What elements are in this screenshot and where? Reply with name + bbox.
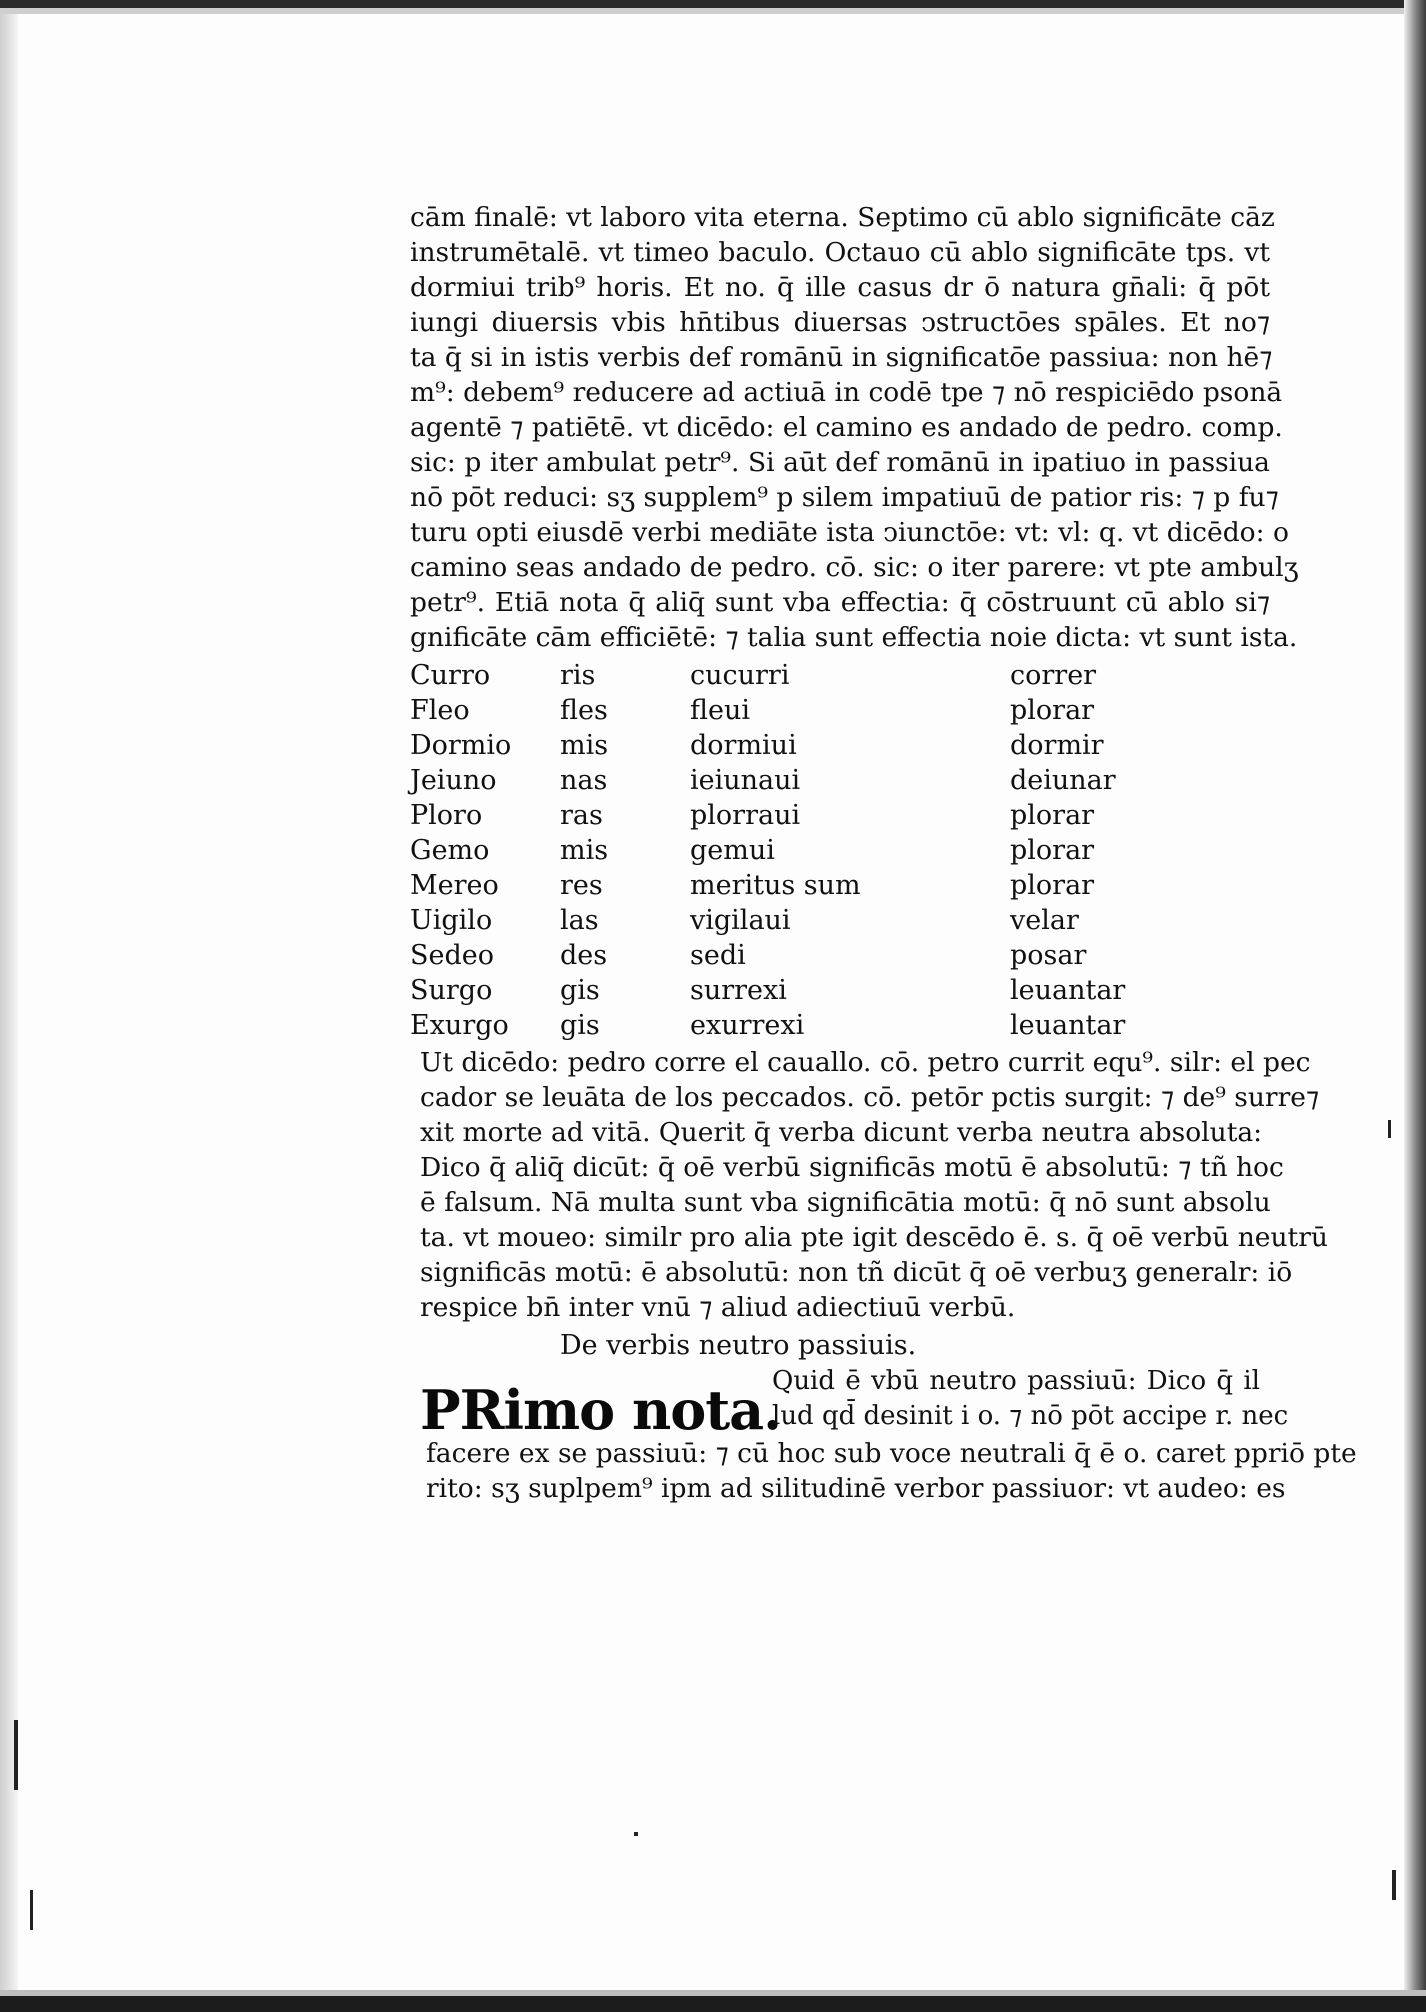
verb-perfect: fleui — [690, 695, 751, 726]
text-line: ē falsum. Nā multa sunt vba significātia motū: q̄ nō sunt absolu — [420, 1187, 1271, 1218]
verb-translation: velar — [1010, 905, 1079, 936]
verb-row — [410, 973, 1170, 1008]
scan-speck — [30, 1890, 33, 1930]
verb-row — [410, 938, 1170, 973]
text-line: significās motū: ē absolutū: non tñ dicūt q̄ oē verbuʒ generalr: iō — [420, 1257, 1293, 1288]
verb-translation: dormir — [1010, 730, 1104, 761]
paragraph-3 — [426, 1435, 1357, 1505]
text-line: gnificāte cām efficiētē: ⁊ talia sunt effectia noie dicta: vt sunt ista. — [410, 622, 1298, 653]
verb-lemma: Exurgo — [410, 1010, 509, 1041]
text-line: agentē ⁊ patiētē. vt dicēdo: el camino es andado de pedro. comp. — [410, 412, 1283, 443]
verb-perfect: sedi — [690, 940, 746, 971]
paragraph-2 — [420, 1045, 1328, 1325]
text-line: cām finalē: vt laboro vita eterna. Septimo cū ablo significāte cāz — [410, 202, 1275, 233]
scan-speck — [634, 1832, 638, 1836]
section-heading: De verbis neutro passiuis. — [560, 1330, 917, 1361]
verb-translation: leuantar — [1010, 975, 1126, 1006]
text-line: ta q̄ si in istis verbis def romānū in significatōe passiua: non hē⁊ — [410, 342, 1273, 373]
verb-lemma: Jeiuno — [410, 765, 497, 796]
verb-lemma: Dormio — [410, 730, 512, 761]
verb-row — [410, 903, 1170, 938]
page-edge-top — [0, 0, 1426, 8]
text-line: xit morte ad vitā. Querit q̄ verba dicunt verba neutra absoluta: — [420, 1117, 1263, 1148]
verb-translation: plorar — [1010, 870, 1095, 901]
text-line: nō pōt reduci: sʒ supplem⁹ p silem impatiuū de patior ris: ⁊ p fu⁊ — [410, 482, 1279, 513]
text-line: lud qd̄ desinit i o. ⁊ nō pōt accipe r. nec — [772, 1401, 1289, 1431]
verb-translation: deiunar — [1010, 765, 1116, 796]
text-line: rito: sʒ suplpem⁹ ipm ad silitudinē verbor passiuor: vt audeo: es — [426, 1473, 1286, 1504]
verb-perfect: ieiunaui — [690, 765, 801, 796]
verb-ending: gis — [560, 975, 600, 1006]
verb-row — [410, 728, 1170, 763]
page-edge-top-shadow — [0, 8, 1426, 14]
verb-row — [410, 763, 1170, 798]
verb-perfect: gemui — [690, 835, 775, 866]
text-line: m⁹: debem⁹ reducere ad actiuā in codē tpe ⁊ nō respiciēdo psonā — [410, 377, 1283, 408]
verb-ending: fles — [560, 695, 608, 726]
verb-row — [410, 798, 1170, 833]
text-line: Ut dicēdo: pedro corre el cauallo. cō. petro currit equ⁹. silr: el pec — [420, 1047, 1311, 1078]
verb-lemma: Ploro — [410, 800, 483, 831]
verb-translation: correr — [1010, 660, 1097, 691]
verb-ending: mis — [560, 730, 609, 761]
verb-ending: ras — [560, 800, 603, 831]
verb-ending: las — [560, 905, 599, 936]
scan-speck — [1388, 1120, 1391, 1138]
verb-lemma: Fleo — [410, 695, 470, 726]
verb-translation: plorar — [1010, 835, 1095, 866]
verb-row — [410, 868, 1170, 903]
text-line: petr⁹. Etiā nota q̄ aliq̄ sunt vba effectia: q̄ cōstruunt cū ablo si⁊ — [410, 587, 1270, 618]
verb-perfect: surrexi — [690, 975, 787, 1006]
text-line: camino seas andado de pedro. cō. sic: o iter parere: vt pte ambulʒ — [410, 552, 1299, 583]
page-edge-bottom — [0, 1996, 1426, 2012]
text-line: turu opti eiusdē verbi mediāte ista ↄiunctōe: vt: vl: q. vt dicēdo: o — [410, 517, 1289, 548]
verb-lemma: Mereo — [410, 870, 499, 901]
verb-perfect: exurrexi — [690, 1010, 805, 1041]
verb-translation: posar — [1010, 940, 1087, 971]
text-line: cador se leuāta de los peccados. cō. petōr pctis surgit: ⁊ de⁹ surre⁊ — [420, 1082, 1320, 1113]
text-line: Quid ē vbū neutro passiuū: Dico q̄ il — [772, 1366, 1260, 1396]
text-line: facere ex se passiuū: ⁊ cū hoc sub voce neutrali q̄ ē o. caret ppriō pte — [426, 1438, 1357, 1469]
verb-lemma: Gemo — [410, 835, 490, 866]
verb-perfect: cucurri — [690, 660, 790, 691]
text-line: dormiui trib⁹ horis. Et no. q̄ ille casus dr ō natura gn̄ali: q̄ pōt — [410, 272, 1270, 303]
verb-translation: plorar — [1010, 695, 1095, 726]
scan-speck — [1392, 1870, 1396, 1900]
text-line: Dico q̄ aliq̄ dicūt: q̄ oē verbū significās motū ē absolutū: ⁊ tñ hoc — [420, 1152, 1284, 1183]
verb-ending: nas — [560, 765, 608, 796]
text-line: ta. vt moueo: similr pro alia pte igit descēdo ē. s. q̄ oē verbū neutrū — [420, 1222, 1328, 1253]
verb-ending: mis — [560, 835, 609, 866]
verb-perfect: dormiui — [690, 730, 797, 761]
verb-table — [410, 658, 1170, 1043]
verb-row — [410, 833, 1170, 868]
verb-perfect: meritus sum — [690, 870, 861, 901]
verb-translation: leuantar — [1010, 1010, 1126, 1041]
verb-lemma: Surgo — [410, 975, 493, 1006]
scan-speck — [14, 1720, 18, 1790]
text-line: sic: p iter ambulat petr⁹. Si aūt def romānū in ipatiuo in passiua — [410, 447, 1270, 478]
verb-ending: res — [560, 870, 603, 901]
verb-row — [410, 658, 1170, 693]
verb-row — [410, 1008, 1170, 1043]
page-edge-left — [0, 0, 18, 2012]
verb-ending: ris — [560, 660, 596, 691]
initial-heading: PRimo nota. — [420, 1378, 781, 1442]
text-line: instrumētalē. vt timeo baculo. Octauo cū ablo significāte tps. vt — [410, 237, 1270, 268]
verb-perfect: vigilaui — [690, 905, 791, 936]
verb-row — [410, 693, 1170, 728]
verb-translation: plorar — [1010, 800, 1095, 831]
verb-lemma: Sedeo — [410, 940, 494, 971]
initial-side-text — [772, 1363, 1289, 1433]
verb-lemma: Curro — [410, 660, 491, 691]
text-line: respice bn̄ inter vnū ⁊ aliud adiectiuū verbū. — [420, 1292, 1016, 1323]
paragraph-1 — [410, 200, 1299, 655]
verb-ending: des — [560, 940, 608, 971]
text-line: iungi diuersis vbis hn̄tibus diuersas ↄstructōes spāles. Et no⁊ — [410, 307, 1270, 338]
verb-lemma: Uigilo — [410, 905, 493, 936]
page-edge-right — [1404, 0, 1426, 2012]
verb-ending: gis — [560, 1010, 600, 1041]
verb-perfect: plorraui — [690, 800, 801, 831]
